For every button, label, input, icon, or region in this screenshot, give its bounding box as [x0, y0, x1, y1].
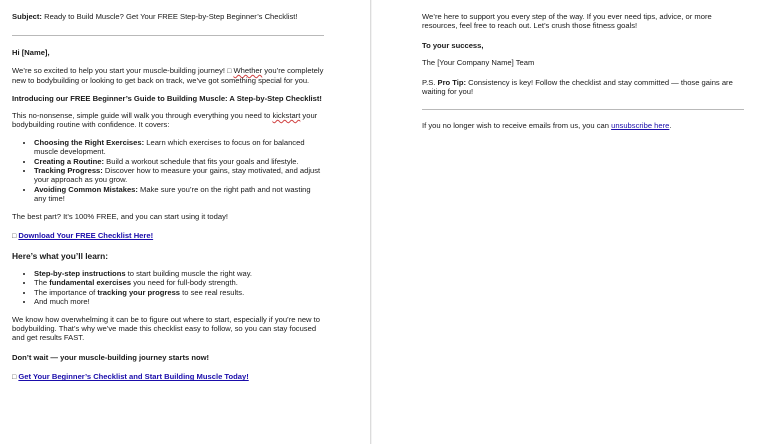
learn-heading: Here’s what you’ll learn:	[12, 250, 109, 261]
covers-list	[12, 138, 324, 204]
support-paragraph: We’re here to support you every step of the way. If you ever need tips, advice, or more resources, feel free to reach out. Let’s crush those fitness goals!	[422, 12, 712, 31]
team-signature: The [Your Company Name] Team	[422, 58, 535, 68]
cover-item-title: Creating a Routine:	[34, 156, 105, 166]
cover-item-text: Learn which exercises to focus on for balanced muscle development.	[34, 137, 305, 157]
ps-text: Consistency is key! Follow the checklist and stay committed — those gains are waiting for you!	[422, 77, 733, 97]
list-item	[34, 185, 324, 204]
list-item	[34, 297, 324, 306]
document-page-left	[0, 0, 371, 444]
ps-label: P.S.	[422, 77, 436, 87]
intro-box-glyph: □	[227, 67, 232, 75]
subject-line	[12, 12, 324, 21]
cover-item-text: Build a workout schedule that fits your goals and lifestyle.	[104, 156, 299, 166]
list-item	[34, 138, 324, 157]
best-part-text: The best part? It’s 100% FREE, and you can start using it today!	[12, 211, 228, 221]
cover-item-text: Make sure you’re on the right path and not wasting any time!	[34, 184, 311, 204]
description-paragraph	[12, 111, 324, 130]
overwhelming-paragraph: We know how overwhelming it can be to figure out where to start, especially if you’re new to bodybuilding. That’s why we’ve made this checklist easy to follow, so you can stay focused and get results FAST.	[12, 314, 320, 343]
desc-spellcheck-word: kickstart	[272, 111, 301, 121]
learn-pre: The	[34, 278, 50, 288]
subject-text: Ready to Build Muscle? Get Your FREE Step-by-Step Beginner’s Checklist!	[44, 12, 298, 21]
learn-pre: The importance of	[34, 287, 98, 297]
unsubscribe-end: .	[669, 121, 672, 131]
intro-text-b: you’re completely new to bodybuilding or looking to get back on track, we’ve got something special for you.	[12, 65, 324, 86]
unsubscribe-link[interactable]: unsubscribe here	[611, 121, 670, 131]
learn-bold: Step-by-step instructions	[34, 268, 126, 278]
intro-paragraph	[12, 66, 324, 86]
cta-line	[12, 372, 324, 382]
intro-text-a: We’re so excited to help you start your muscle-building journey!	[12, 65, 228, 75]
download-box-glyph: □	[12, 233, 17, 241]
list-item	[34, 288, 324, 297]
page-right-content	[422, 12, 744, 131]
dont-wait-text: Don’t wait — your muscle-building journey starts now!	[12, 352, 210, 362]
footer-divider	[422, 109, 744, 110]
download-checklist-link[interactable]: Download Your FREE Checklist Here!	[18, 231, 154, 241]
cover-item-title: Avoiding Common Mistakes:	[34, 184, 138, 194]
cover-item-title: Choosing the Right Exercises:	[34, 137, 145, 147]
learn-bold: fundamental exercises	[49, 278, 132, 288]
cover-item-title: Tracking Progress:	[34, 166, 103, 176]
ps-bold: Pro Tip:	[437, 77, 467, 87]
learn-post: you need for full-body strength.	[131, 278, 238, 288]
download-line	[12, 231, 324, 241]
unsubscribe-text: If you no longer wish to receive emails from us, you can	[422, 121, 612, 131]
learn-post: to see real results.	[180, 287, 245, 297]
page-left-content	[12, 12, 324, 383]
cta-box-glyph: □	[12, 374, 17, 382]
subject-divider	[12, 35, 324, 36]
list-item	[34, 157, 324, 166]
subject-label: Subject:	[12, 12, 42, 21]
intro-heading: Introducing our FREE Beginner’s Guide to Building Muscle: A Step-by-Step Checklist!	[12, 93, 322, 103]
list-item	[34, 166, 324, 185]
greeting: Hi [Name],	[12, 48, 50, 58]
learn-bold: tracking your progress	[97, 287, 181, 297]
list-item	[34, 278, 324, 287]
learn-pre: And much more!	[34, 297, 90, 307]
document-page-right	[372, 0, 768, 444]
desc-text-a: This no-nonsense, simple guide will walk you through everything you need to	[12, 111, 273, 121]
get-checklist-cta-link[interactable]: Get Your Beginner’s Checklist and Start Building Muscle Today!	[18, 372, 249, 382]
signoff-text: To your success,	[422, 40, 484, 50]
desc-text-b: your bodybuilding routine with confidence. It covers:	[12, 111, 318, 130]
intro-spellcheck-word: Whether	[233, 65, 263, 75]
ps-paragraph	[422, 78, 744, 97]
unsubscribe-line	[422, 121, 744, 130]
learn-list	[12, 269, 324, 307]
learn-post: to start building muscle the right way.	[125, 268, 253, 278]
list-item	[34, 269, 324, 278]
cover-item-text: Discover how to measure your gains, stay motivated, and adjust your approach as you grow.	[34, 166, 321, 185]
